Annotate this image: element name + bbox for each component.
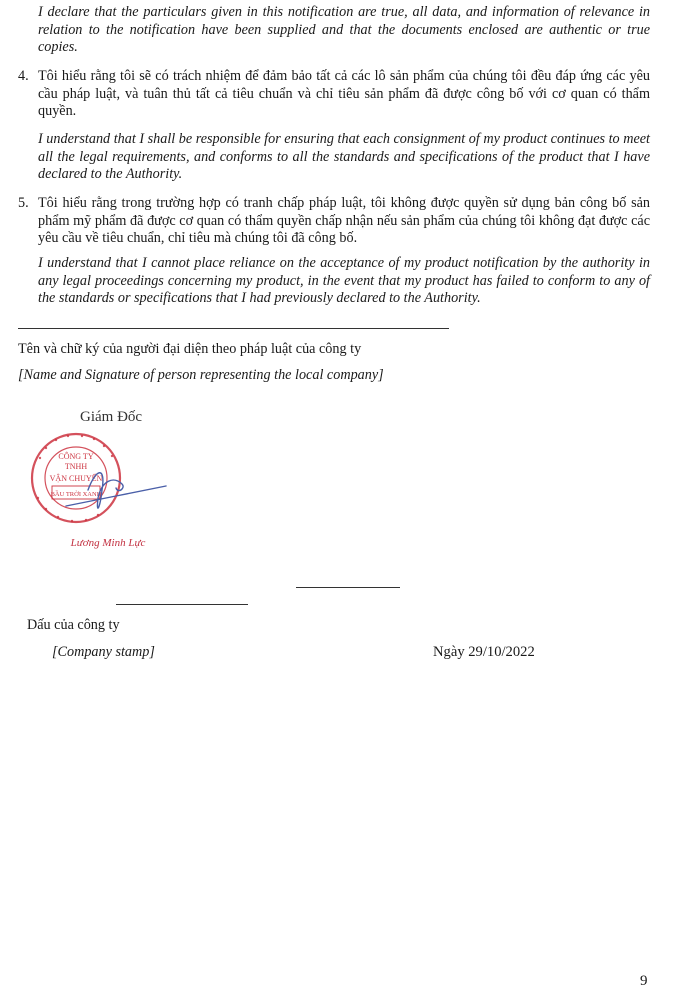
company-stamp-label-vi: Dấu của công ty [27,617,120,633]
company-seal [32,434,120,522]
seal-line-1: CÔNG TY [58,452,94,461]
item-text-vi: Tôi hiểu rằng tôi sẽ có trách nhiệm để đảm bảo tất cả các lô sản phẩm của chúng tôi đều đáp ứng các yêu cầu pháp luật, và tuân thủ tất cả tiêu chuẩn và chỉ tiêu sản phẩm đã được công bố với cơ quan có thẩm quyền. [38,68,650,119]
item-text-vi: Tôi hiểu rằng trong trường hợp có tranh chấp pháp luật, tôi không được quyền sử dụng bản công bố sản phẩm mỹ phẩm đã được cơ quan có thẩm quyền chấp nhận nếu sản phẩm của chúng tôi không đạt được các yêu cầu về tiêu chuẩn, chỉ tiêu mà chúng tôi đã công bố. [38,195,650,246]
signer-name: Lương Minh Lực [70,537,146,549]
item-number: 4. [18,68,29,84]
company-seal-and-signature [26,428,186,568]
seal-line-4: BẦU TRỜI XANH [50,491,102,498]
separator-line [18,328,449,329]
seal-line-3: VẬN CHUYỂN [49,474,103,483]
signature-line-right [296,587,400,588]
seal-line-2: TNHH [64,462,88,471]
page-number: 9 [640,973,648,989]
item-4-en: I understand that I shall be responsible for ensuring that each consignment of my product continues to meet all the legal requirements, and conforms to all the standards and specifications of the product that I have declared to the Authority. [38,131,650,182]
director-title: Giám Đốc [80,409,143,425]
company-stamp-label-en: [Company stamp] [52,644,155,660]
document-date: Ngày 29/10/2022 [433,644,535,660]
item-number: 5. [18,195,29,211]
declaration-en: I declare that the particulars given in this notification are true, all data, and information of relevance in relation to the notification have been supplied and that the documents enclosed are authentic or true copies. [38,4,650,55]
item-5-en: I understand that I cannot place reliance on the acceptance of my product notification by the authority in any legal proceedings concerning my product, in the event that my product has failed to conform to any of the standards or specifications that I had previously declared to the Authority. [38,255,650,306]
signature-label-en: [Name and Signature of person representing the local company] [18,367,384,383]
signature-label-vi: Tên và chữ ký của người đại diện theo pháp luật của công ty [18,341,362,357]
signature-line-left [116,604,248,605]
